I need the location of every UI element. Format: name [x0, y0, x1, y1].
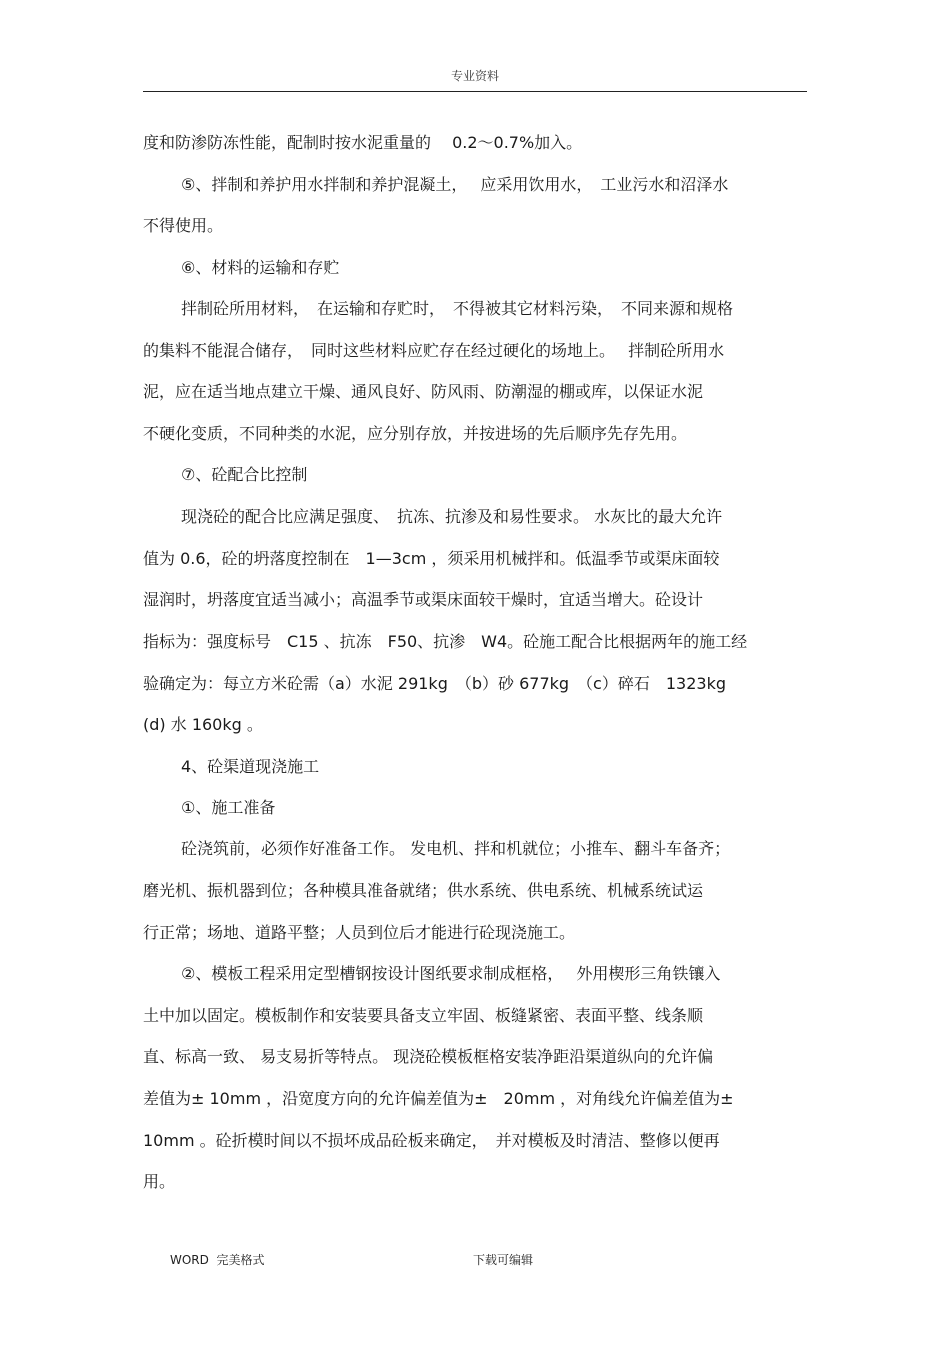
text-line: 值为 0.6，砼的坍落度控制在 1—3cm ，须采用机械拌和。低温季节或渠床面较 — [143, 549, 720, 568]
text-line: 10mm 。砼折模时间以不损坏成品砼板来确定， 并对模板及时清洁、整修以便再 — [143, 1131, 720, 1150]
section-heading: ①、施工准备 — [181, 798, 276, 817]
footer-format-label: WORD 完美格式 — [170, 1253, 265, 1267]
text-line: 不得使用。 — [143, 216, 224, 235]
text-line: 现浇砼的配合比应满足强度、 抗冻、抗渗及和易性要求。 水灰比的最大允许 — [181, 507, 723, 526]
header-title: 专业资料 — [450, 69, 499, 83]
text-line: 指标为：强度标号 C15 、抗冻 F50、抗渗 W4。砼施工配合比根据两年的施工经 — [143, 632, 748, 651]
text-line: 砼浇筑前，必须作好准备工作。 发电机、拌和机就位；小推车、翻斗车备齐； — [181, 839, 731, 858]
section-heading: ⑦、砼配合比控制 — [181, 465, 308, 484]
header-divider — [143, 91, 807, 92]
text-line: 用。 — [143, 1172, 176, 1191]
footer-edit-label: 下载可编辑 — [473, 1253, 534, 1267]
text-line: 拌制砼所用材料， 在运输和存贮时， 不得被其它材料污染， 不同来源和规格 — [181, 299, 734, 318]
text-line: 磨光机、振机器到位；各种模具准备就绪；供水系统、供电系统、机械系统试运 — [143, 881, 704, 900]
text-line: 不硬化变质，不同种类的水泥，应分别存放，并按进场的先后顺序先存先用。 — [143, 424, 688, 443]
text-line: 的集料不能混合储存， 同时这些材料应贮存在经过硬化的场地上。 拌制砼所用水 — [143, 341, 725, 360]
text-line: 湿润时，坍落度宜适当减小；高温季节或渠床面较干燥时，宜适当增大。砼设计 — [143, 590, 704, 609]
text-line: 差值为± 10mm ，沿宽度方向的允许偏差值为± 20mm ，对角线允许偏差值为± — [143, 1089, 734, 1108]
text-line: 验确定为：每立方米砼需（a）水泥 291kg （b）砂 677kg （c）碎石 1323kg — [143, 674, 726, 693]
text-line: 行正常；场地、道路平整；人员到位后才能进行砼现浇施工。 — [143, 923, 576, 942]
text-line: 土中加以固定。模板制作和安装要具备支立牢固、板缝紧密、表面平整、线条顺 — [143, 1006, 704, 1025]
section-heading: 4、砼渠道现浇施工 — [181, 757, 320, 776]
text-line: 泥，应在适当地点建立干燥、通风良好、防风雨、防潮湿的棚或库，以保证水泥 — [143, 382, 704, 401]
text-line: ②、模板工程采用定型槽钢按设计图纸要求制成框格， 外用楔形三角铁镶入 — [181, 964, 721, 983]
text-line: 度和防渗防冻性能，配制时按水泥重量的 0.2～0.7%加入。 — [143, 133, 583, 152]
text-line: ⑤、拌制和养护用水拌制和养护混凝土， 应采用饮用水， 工业污水和沼泽水 — [181, 175, 729, 194]
text-line: (d) 水 160kg 。 — [143, 715, 263, 734]
section-heading: ⑥、材料的运输和存贮 — [181, 258, 340, 277]
text-line: 直、标高一致、 易支易折等特点。 现浇砼模板框格安装净距沿渠道纵向的允许偏 — [143, 1047, 714, 1066]
